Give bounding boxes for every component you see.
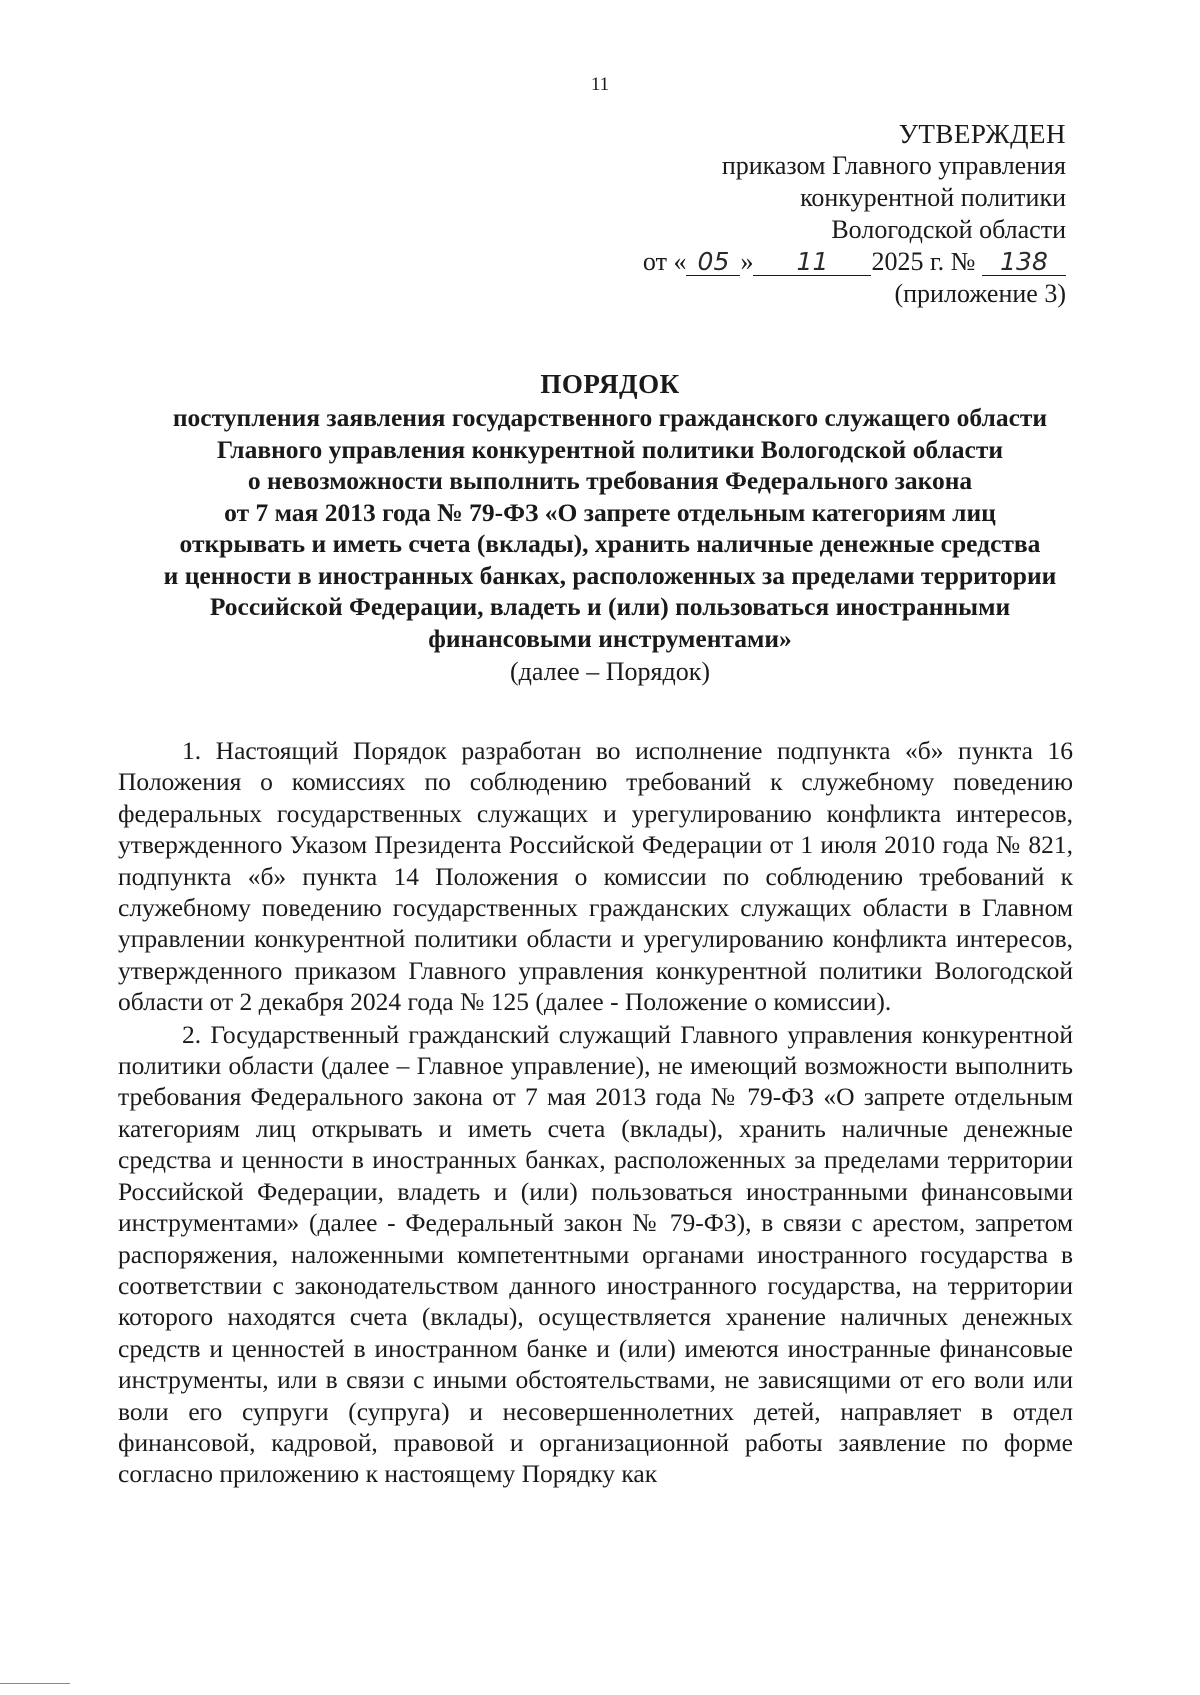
subtitle-line: Российской Федерации, владеть и (или) пользоваться иностранными	[209, 592, 1011, 621]
handwritten-month: 11	[753, 249, 871, 276]
handwritten-day: 05	[686, 249, 740, 276]
subtitle-line: Главного управления конкурентной политики Вологодской области	[216, 434, 1004, 464]
handwritten-order-number: 138	[982, 249, 1066, 276]
approval-heading: УТВЕРЖДЕН	[898, 119, 1066, 149]
date-mid: »	[740, 247, 754, 276]
paragraph-1: 1. Настоящий Порядок разработан во исполнение подпункта «б» пункта 16 Положения о комиссиях по соблюдению требований к служебному поведению федеральных государственных служащих и урегулированию конфликта интересов, утвержденного Указом Президента Российской Федерации от 1 июля 2010 года № 821, подпункта «б» пункта 14 Положения о комиссии по соблюдению требований к служебному поведению государственных гражданских служащих области в Главном управлении конкурентной политики области и урегулированию конфликта интересов, утвержденного приказом Главного управления конкурентной политики Вологодской области от 2 декабря 2024 года № 125 (далее - Положение о комиссии).	[118, 736, 1073, 1017]
paragraph-2: 2. Государственный гражданский служащий Главного управления конкурентной политики области (далее – Главное управление), не имеющий возможности выполнить требования Федерального закона от 7 мая 2013 года № 79-ФЗ «О запрете отдельным категориям лиц открывать и иметь счета (вклады), хранить наличные денежные средства и ценности в иностранных банках, расположенных за пределами территории Российской Федерации, владеть и (или) пользоваться иностранными финансовыми инструментами» (далее - Федеральный закон № 79-ФЗ), в связи с арестом, запретом распоряжения, наложенными компетентными органами иностранного государства в соответствии с законодательством данного иностранного государства, на территории которого находятся счета (вклады), осуществляется хранение наличных денежных средств и ценностей в иностранном банке и (или) имеются иностранные финансовые инструменты, или в связи с иными обстоятельствами, не зависящими от его воли или воли его супруги (супруга) и несовершеннолетних детей, направляет в отдел финансовой, кадровой, правовой и организационной работы заявление по форме согласно приложению к настоящему Порядку как	[118, 1019, 1073, 1489]
page-number: 11	[590, 74, 610, 95]
document-title: ПОРЯДОК	[540, 369, 680, 399]
subtitle-line: и ценности в иностранных банках, расположенных за пределами территории	[163, 560, 1057, 590]
approval-stamp	[643, 118, 1066, 310]
page-edge-mark	[0, 1683, 70, 1684]
subtitle-line: поступления заявления государственного гражданского служащего области	[172, 403, 1048, 432]
approval-date-line	[643, 246, 1066, 278]
approval-appendix: (приложение 3)	[894, 279, 1066, 308]
subtitle-line: финансовыми инструментами»	[428, 623, 792, 653]
document-short-name-note: (далее – Порядок)	[510, 657, 710, 686]
document-subtitle	[110, 402, 1110, 654]
approval-line-3: Вологодской области	[831, 215, 1066, 244]
approval-line-1: приказом Главного управления	[721, 151, 1066, 180]
subtitle-line: о невозможности выполнить требования Федерального закона	[247, 466, 973, 495]
subtitle-line: от 7 мая 2013 года № 79-ФЗ «О запрете отдельным категориям лиц	[224, 497, 996, 527]
approval-line-2: конкурентной политики	[800, 183, 1066, 212]
subtitle-line: открывать и иметь счета (вклады), хранить наличные денежные средства	[179, 529, 1041, 558]
date-prefix: от «	[642, 247, 687, 276]
date-year: 2025 г. №	[871, 247, 976, 276]
document-title-block	[110, 368, 1110, 688]
document-body	[118, 735, 1073, 1490]
